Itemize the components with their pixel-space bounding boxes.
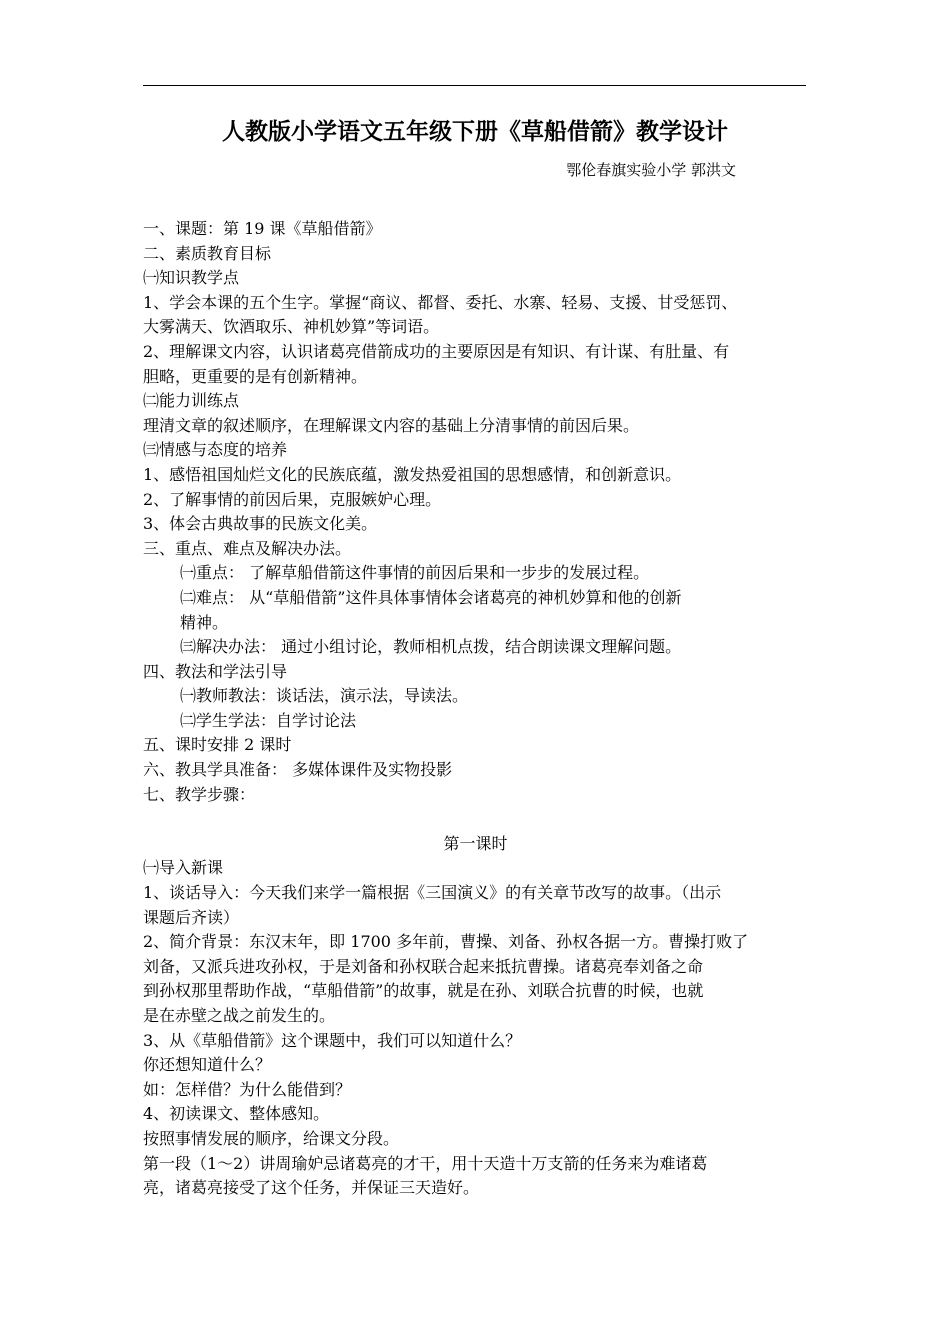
document-title: 人教版小学语文五年级下册《草船借箭》教学设计 xyxy=(222,118,728,145)
text-line: 4、初读课文、整体感知。 xyxy=(143,1104,330,1124)
text-line: 是在赤壁之战之前发生的。 xyxy=(143,1006,336,1025)
text-line: 大雾满天、饮酒取乐、神机妙算”等词语。 xyxy=(143,317,440,337)
text-line: 刘备，又派兵进攻孙权，于是刘备和孙权联合起来抵抗曹操。诸葛亮奉刘备之命 xyxy=(143,956,704,976)
header-rule xyxy=(143,85,806,86)
text-line: ㈠导入新课 xyxy=(143,858,224,878)
text-line: 1、感悟祖国灿烂文化的民族底蕴，激发热爱祖国的思想感情，和创新意识。 xyxy=(143,464,682,484)
section-heading: 第一课时 xyxy=(443,833,508,853)
text-line: 你还想知道什么？ xyxy=(143,1055,272,1075)
text-line: 2、了解事情的前因后果，克服嫉妒心理。 xyxy=(143,489,442,509)
text-line: ㈠重点： 了解草船借箭这件事情的前因后果和一步步的发展过程。 xyxy=(180,563,650,583)
text-line: 六、教具学具准备： 多媒体课件及实物投影 xyxy=(143,760,453,780)
blank-line xyxy=(143,807,808,832)
text-line: 七、教学步骤： xyxy=(143,784,256,804)
text-line: 3、体会古典故事的民族文化美。 xyxy=(143,514,378,534)
text-line: 按照事情发展的顺序，给课文分段。 xyxy=(143,1128,400,1148)
text-line: ㈠知识教学点 xyxy=(143,268,240,288)
document-body xyxy=(143,217,808,1201)
text-line: 五、课时安排 2 课时 xyxy=(143,735,292,755)
text-line: 如：怎样借？为什么能借到？ xyxy=(143,1079,352,1099)
text-line: ㈢情感与态度的培养 xyxy=(143,440,288,460)
text-line: 1、谈话导入：今天我们来学一篇根据《三国演义》的有关章节改写的故事。（出示 xyxy=(143,883,722,903)
text-line: 四、教法和学法引导 xyxy=(143,661,288,681)
text-line: 2、简介背景：东汉末年，即 1700 多年前，曹操、刘备、孙权各据一方。曹操打败了 xyxy=(143,932,749,952)
text-line: 胆略，更重要的是有创新精神。 xyxy=(143,366,368,386)
text-line: 理清文章的叙述顺序，在理解课文内容的基础上分清事情的前因后果。 xyxy=(143,415,640,435)
text-line: ㈡学生学法：自学讨论法 xyxy=(180,710,357,730)
text-line: ㈢解决办法： 通过小组讨论，教师相机点拨，结合朗读课文理解问题。 xyxy=(180,637,682,657)
text-line: 亮，诸葛亮接受了这个任务，并保证三天造好。 xyxy=(143,1178,480,1198)
text-line: 2、理解课文内容，认识诸葛亮借箭成功的主要原因是有知识、有计谋、有肚量、有 xyxy=(143,341,730,361)
author-line: 鄂伦春旗实验小学 郭洪文 xyxy=(566,161,736,179)
text-line: 课题后齐读） xyxy=(143,907,240,927)
text-line: 到孙权那里帮助作战，“草船借箭”的故事，就是在孙、刘联合抗曹的时候，也就 xyxy=(143,981,704,1001)
text-line: 第一段（1～2）讲周瑜妒忌诸葛亮的才干，用十天造十万支箭的任务来为难诸葛 xyxy=(143,1153,708,1173)
text-line: 1、学会本课的五个生字。掌握“商议、都督、委托、水寨、轻易、支援、甘受惩罚、 xyxy=(143,292,738,312)
text-line: 一、课题：第 19 课《草船借箭》 xyxy=(143,219,382,238)
text-line: 精神。 xyxy=(180,612,229,632)
text-line: 二、素质教育目标 xyxy=(143,243,272,263)
text-line: ㈠教师教法：谈话法，演示法，导读法。 xyxy=(180,686,469,706)
text-line: 3、从《草船借箭》这个课题中，我们可以知道什么？ xyxy=(143,1030,522,1050)
text-line: ㈡难点： 从“草船借箭”这件具体事情体会诸葛亮的神机妙算和他的创新 xyxy=(180,587,682,607)
text-line: 三、重点、难点及解决办法。 xyxy=(143,538,352,558)
text-line: ㈡能力训练点 xyxy=(143,391,240,411)
